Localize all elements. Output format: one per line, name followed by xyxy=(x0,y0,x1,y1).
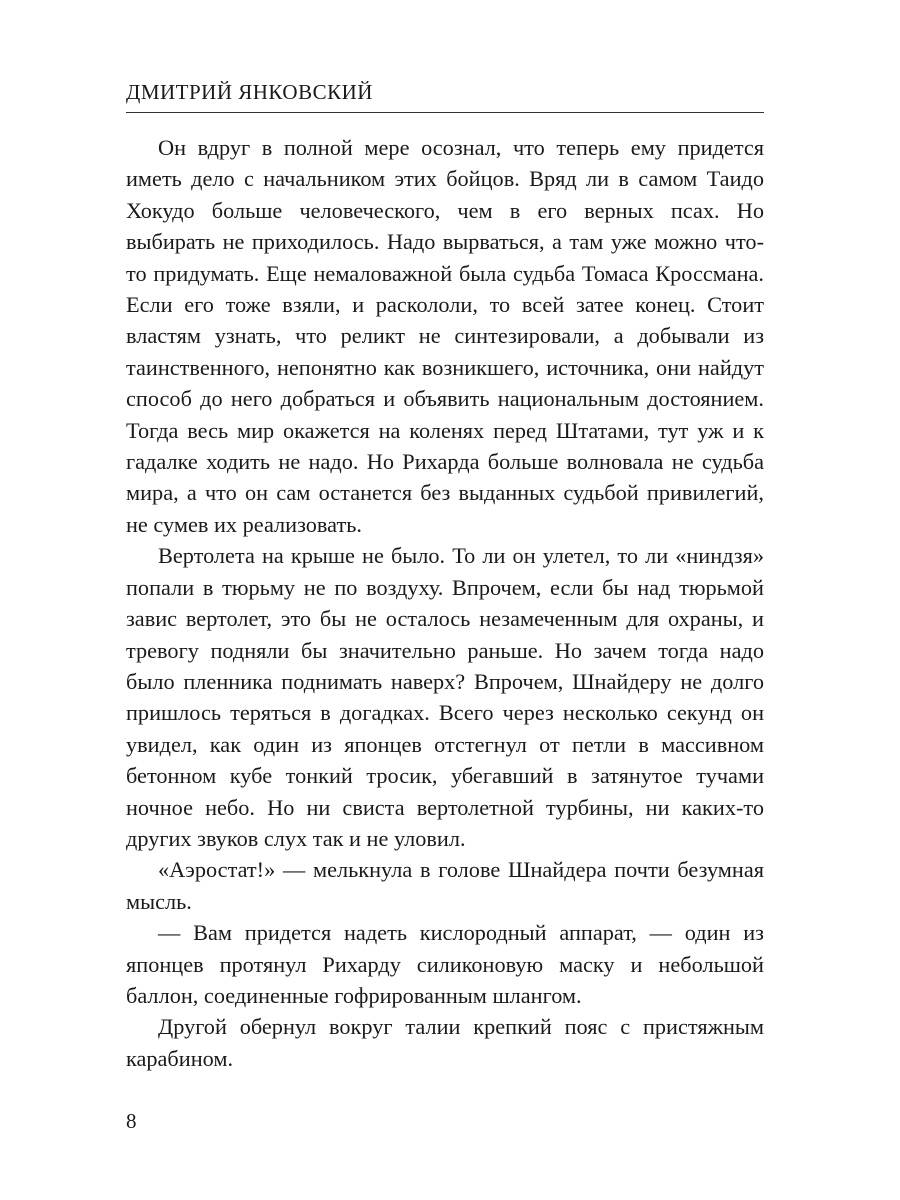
paragraph: Вертолета на крыше не было. То ли он улетел, то ли «ниндзя» попали в тюрьму не по воздуху. Впрочем, если бы над тюрьмой завис вертолет, это бы не осталось незамеченным для охраны, и тревогу подняли бы значительно раньше. Но зачем тогда надо было пленника поднимать наверх? Впрочем, Шнайдеру не долго пришлось теряться в догадках. Всего через несколько секунд он увидел, как один из японцев отстегнул от петли в массивном бетонном кубе тонкий тросик, убегавший в затянутое тучами ночное небо. Но ни свиста вертолетной турбины, ни каких-то других звуков слух так и не уловил. xyxy=(126,543,764,851)
body-text xyxy=(126,132,764,1074)
header-rule xyxy=(126,112,764,113)
paragraph: Он вдруг в полной мере осознал, что теперь ему придется иметь дело с начальником этих бойцов. Вряд ли в самом Таидо Хокудо больше человеческого, чем в его верных псах. Но выбирать не приходилось. Надо вырваться, а там уже можно что-то придумать. Еще немаловажной была судьба Томаса Кроссмана. Если его тоже взяли, и раскололи, то всей затее конец. Стоит властям узнать, что реликт не синтезировали, а добывали из таинственного, непонятно как возникшего, источника, они найдут способ до него добраться и объявить национальным достоянием. Тогда весь мир окажется на коленях перед Штатами, тут уж и к гадалке ходить не надо. Но Рихарда больше волновала не судьба мира, а что он сам останется без выданных судьбой привилегий, не сумев их реализовать. xyxy=(126,135,764,537)
paragraph: «Аэростат!» — мелькнула в голове Шнайдера почти безумная мысль. xyxy=(126,857,764,914)
paragraph: Другой обернул вокруг талии крепкий пояс с пристяжным карабином. xyxy=(126,1014,764,1071)
paragraph: — Вам придется надеть кислородный аппарат, — один из японцев протянул Рихарду силиконовую маску и небольшой баллон, соединенные гофрированным шлангом. xyxy=(126,920,764,1008)
page-number: 8 xyxy=(126,1109,137,1133)
running-head-author: ДМИТРИЙ ЯНКОВСКИЙ xyxy=(126,80,373,104)
